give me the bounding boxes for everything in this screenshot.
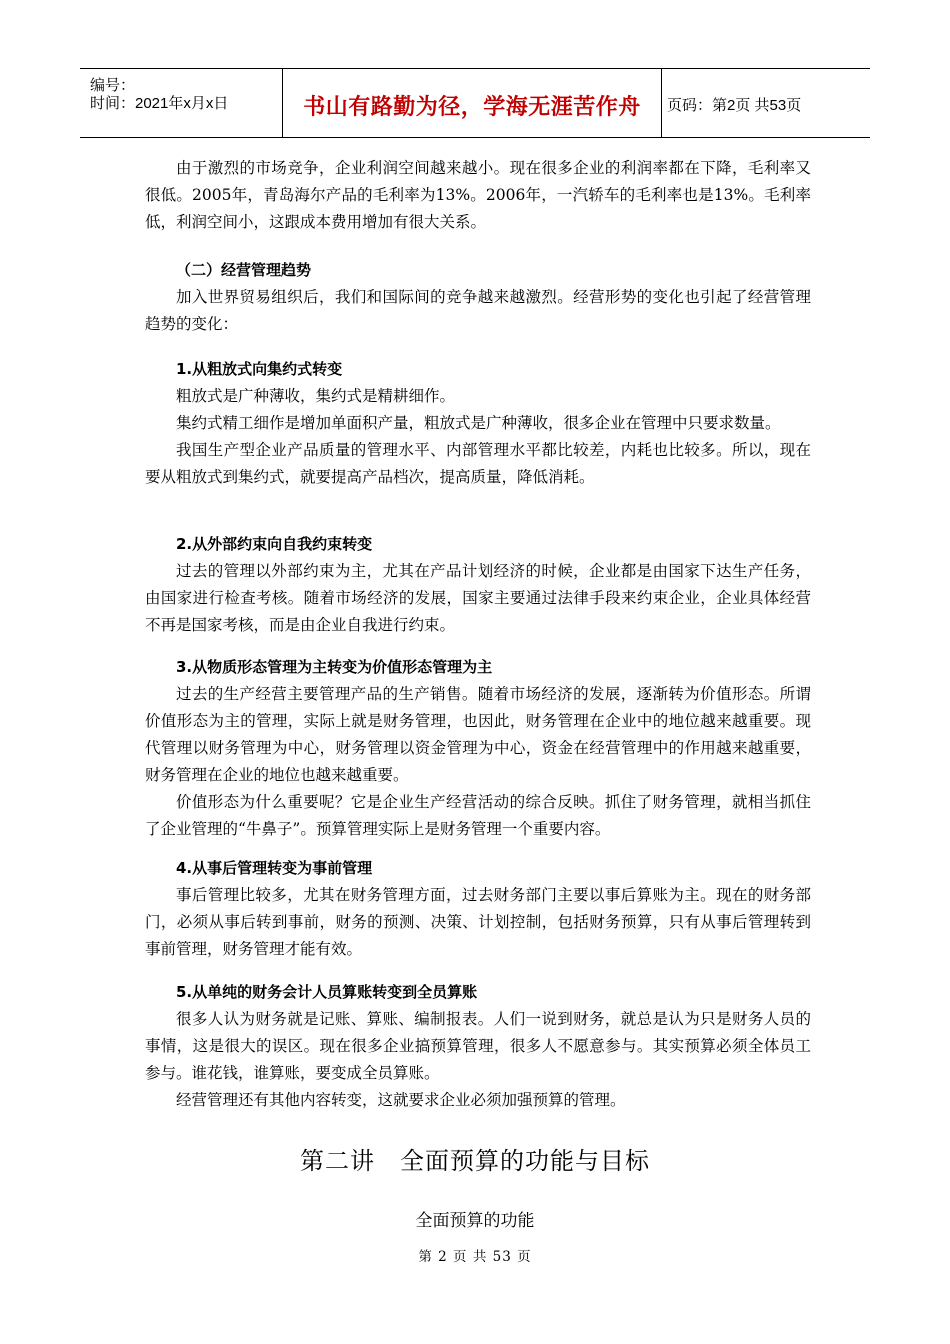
lecture-subtitle: 全面预算的功能	[415, 1211, 535, 1231]
section-paragraph: 加入世界贸易组织后，我们和国际间的竞争越来越激烈。经营形势的变化也引起了经营管理趋势的变化：	[145, 288, 811, 333]
section-management-trends	[145, 257, 811, 338]
trend-paragraph: 过去的管理以外部约束为主，尤其在产品计划经济的时候，企业都是由国家下达生产任务，由国家进行检查考核。随着市场经济的发展，国家主要通过法律手段来约束企业，企业具体经营不再是国家考核，而是由企业自我进行约束。	[145, 562, 811, 634]
trend-1	[145, 356, 811, 491]
header-page-number: 页码：第2页 共53页	[667, 97, 802, 114]
trend-heading: 2.从外部约束向自我约束转变	[176, 535, 373, 553]
document-code-label: 编号：	[90, 77, 136, 94]
trend-heading: 1.从粗放式向集约式转变	[176, 360, 343, 378]
trend-heading: 5.从单纯的财务会计人员算账转变到全员算账	[176, 983, 478, 1001]
trend-paragraph: 过去的生产经营主要管理产品的生产销售。随着市场经济的发展，逐渐转为价值形态。所谓价值形态为主的管理，实际上就是财务管理，也因此，财务管理在企业中的地位越来越重要。现代管理以财务管理为中心，财务管理以资金管理为中心，资金在经营管理中的作用越来越重要，财务管理在企业的地位也越来越重要。	[145, 685, 811, 784]
header-info-cell	[80, 69, 282, 137]
header-page-cell	[661, 69, 870, 137]
document-date-label: 时间：2021年x月x日	[90, 95, 229, 112]
trend-paragraph: 事后管理比较多，尤其在财务管理方面，过去财务部门主要以事后算账为主。现在的财务部门，必须从事后转到事前，财务的预测、决策、计划控制，包括财务预算，只有从事后管理转到事前管理，财务管理才能有效。	[145, 886, 811, 958]
trend-2	[145, 531, 811, 639]
trend-3	[145, 654, 811, 843]
page-footer: 第 2 页 共 53 页	[418, 1249, 532, 1265]
trend-paragraph: 很多人认为财务就是记账、算账、编制报表。人们一说到财务，就总是认为只是财务人员的事情，这是很大的误区。现在很多企业搞预算管理，很多人不愿意参与。其实预算必须全体员工参与。谁花钱，谁算账，要变成全员算账。	[145, 1010, 811, 1082]
trend-heading: 4.从事后管理转变为事前管理	[176, 859, 373, 877]
lecture-title: 第二讲 全面预算的功能与目标	[300, 1147, 650, 1175]
trend-paragraph: 我国生产型企业产品质量的管理水平、内部管理水平都比较差，内耗也比较多。所以，现在要从粗放式到集约式，就要提高产品档次，提高质量，降低消耗。	[145, 441, 811, 486]
header-motto: 书山有路勤为径，学海无涯苦作舟	[303, 95, 641, 120]
intro-paragraph: 由于激烈的市场竞争，企业利润空间越来越小。现在很多企业的利润率都在下降，毛利率又很低。2005年，青岛海尔产品的毛利率为13%。2006年，一汽轿车的毛利率也是13%。毛利率低，利润空间小，这跟成本费用增加有很大关系。	[145, 159, 811, 231]
trend-heading: 3.从物质形态管理为主转变为价值形态管理为主	[176, 658, 493, 676]
trend-4	[145, 855, 811, 963]
trend-paragraph: 集约式精工细作是增加单面积产量，粗放式是广种薄收，很多企业在管理中只要求数量。	[176, 414, 781, 432]
trend-paragraph: 粗放式是广种薄收，集约式是精耕细作。	[176, 387, 456, 405]
header-motto-cell	[282, 69, 662, 137]
section-heading: （二）经营管理趋势	[176, 261, 312, 279]
trend-paragraph: 价值形态为什么重要呢？它是企业生产经营活动的综合反映。抓住了财务管理，就相当抓住了企业管理的“牛鼻子”。预算管理实际上是财务管理一个重要内容。	[145, 793, 811, 838]
intro-block	[145, 155, 811, 236]
page-header	[80, 68, 870, 138]
trend-paragraph: 经营管理还有其他内容转变，这就要求企业必须加强预算的管理。	[176, 1091, 626, 1109]
trend-5	[145, 979, 811, 1114]
